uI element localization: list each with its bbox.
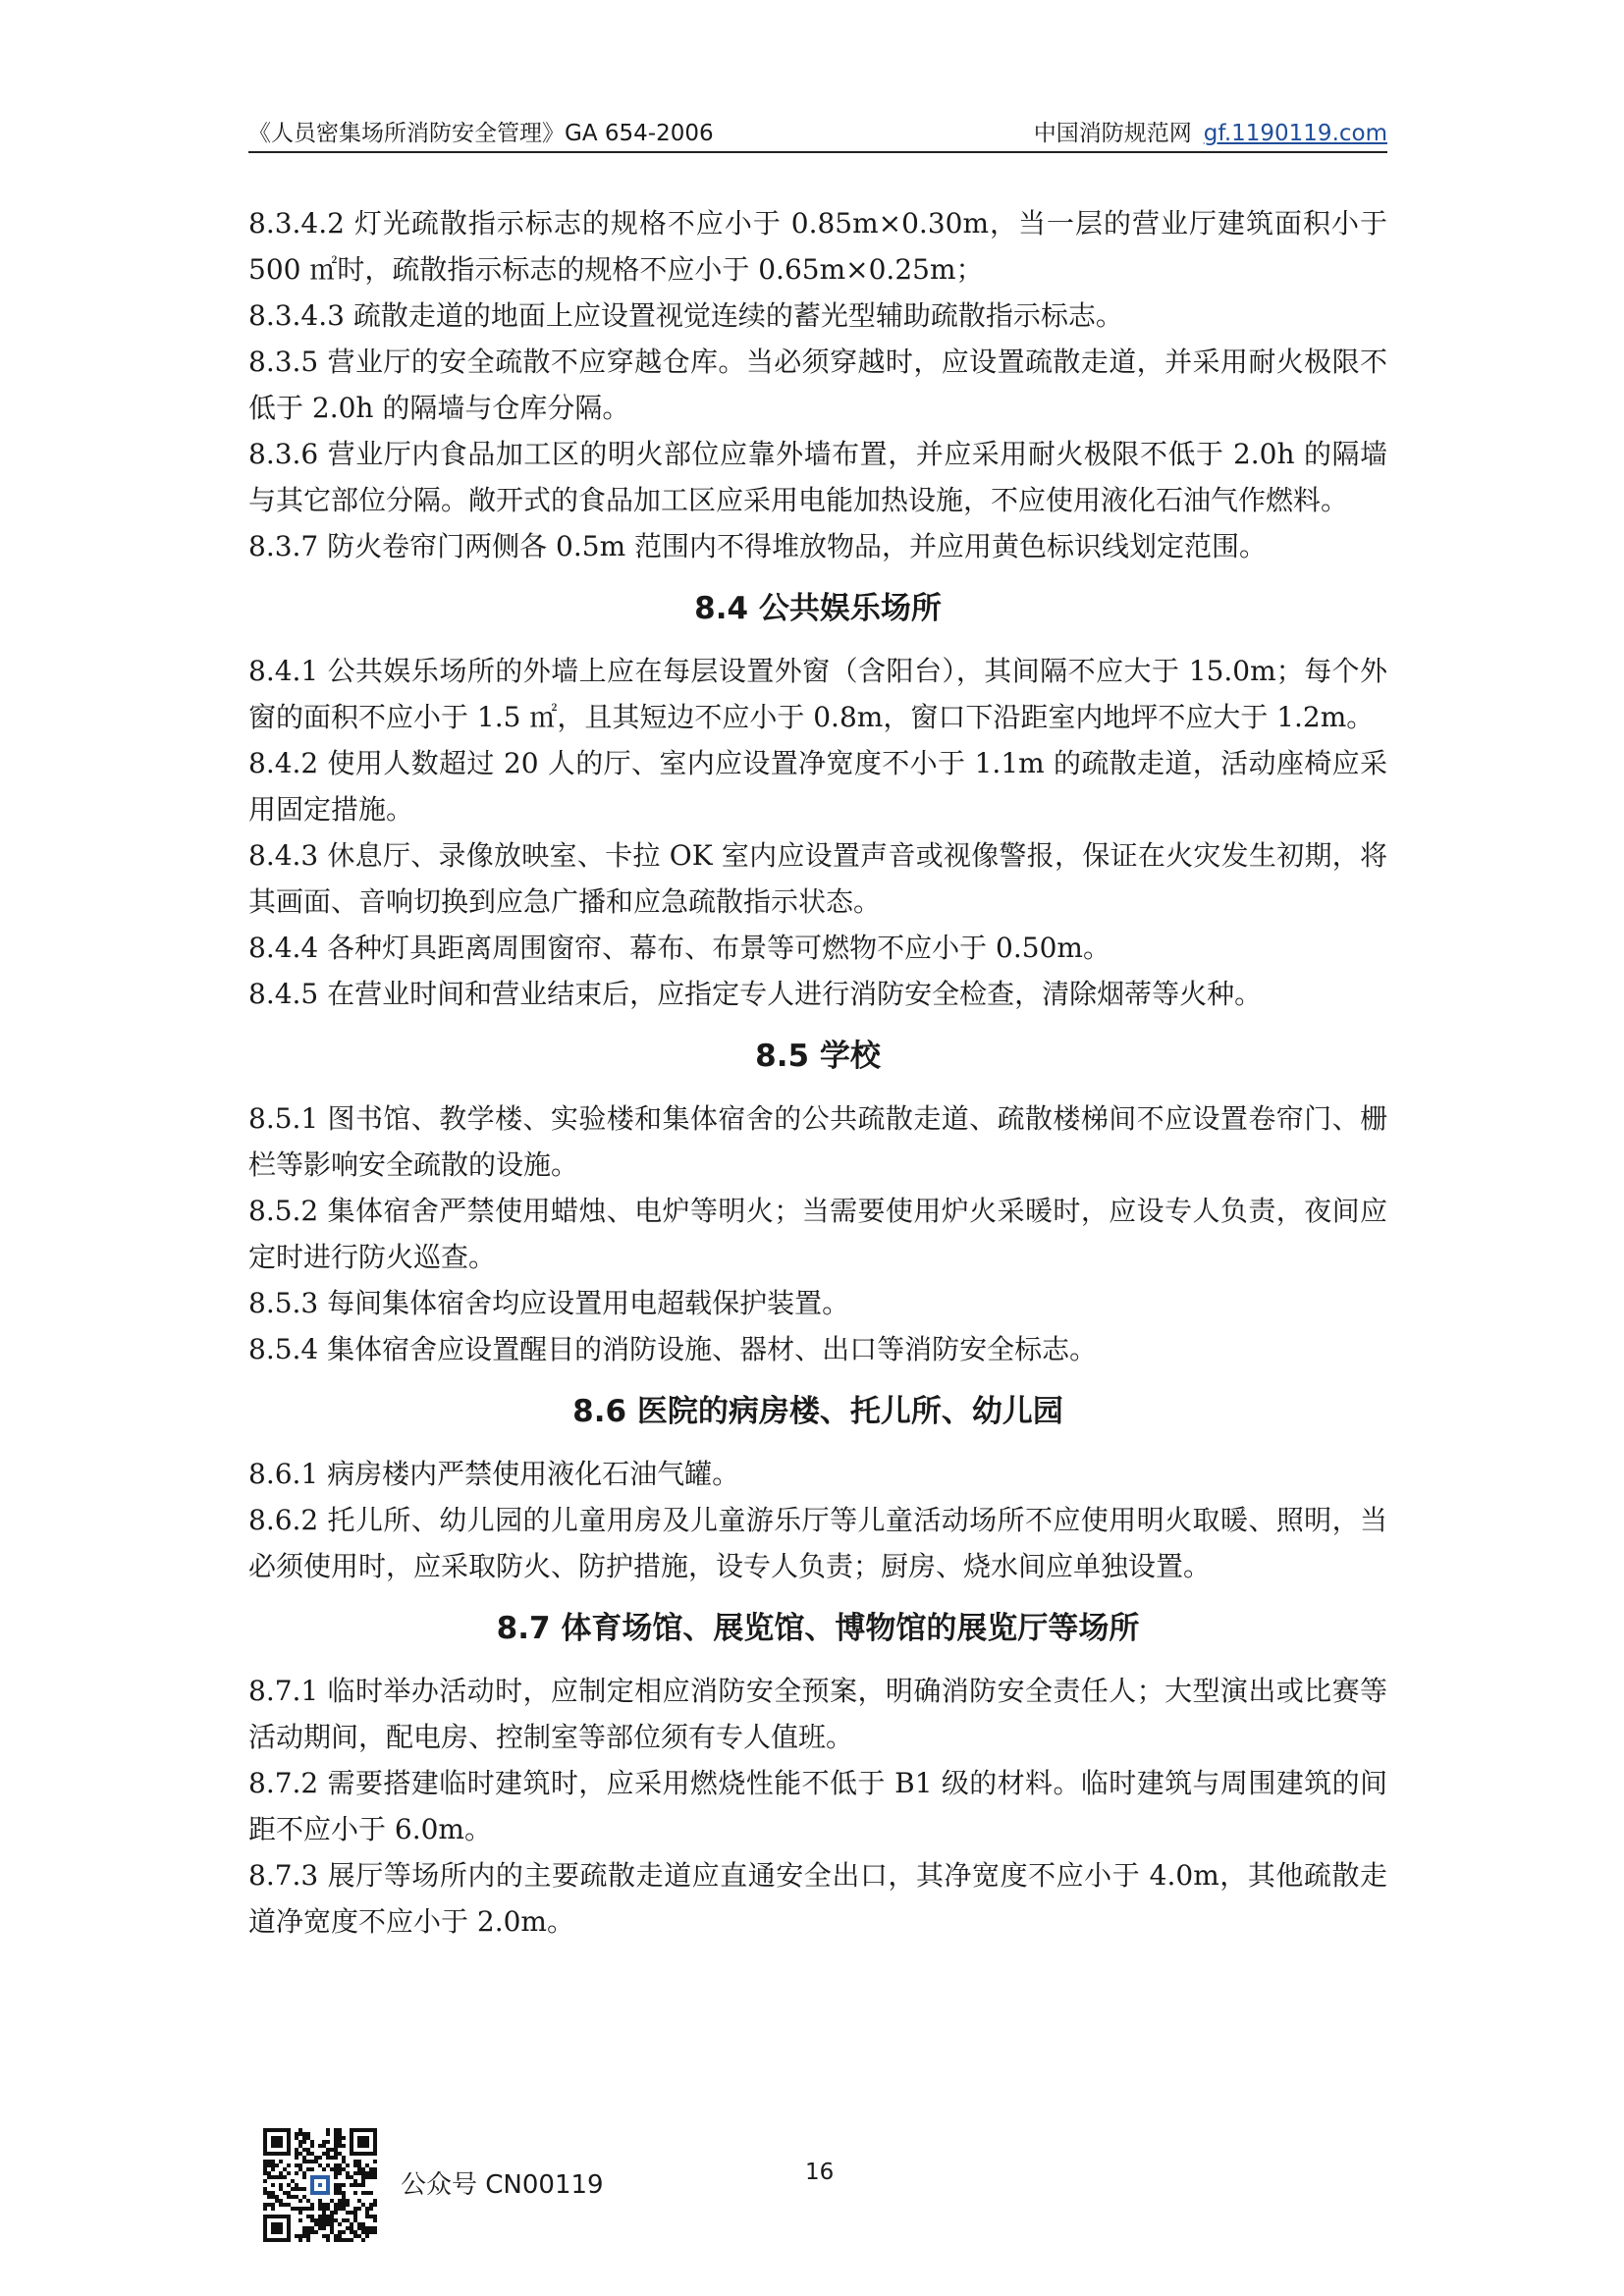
header-site <box>1034 116 1387 151</box>
clause-paragraph: 8.3.5 营业厅的安全疏散不应穿越仓库。当必须穿越时，应设置疏散走道，并采用耐火极限不低于 2.0h 的隔墙与仓库分隔。 <box>248 346 1387 424</box>
page-number: 16 <box>805 2160 835 2185</box>
clause-paragraph: 8.4.5 在营业时间和营业结束后，应指定专人进行消防安全检查，清除烟蒂等火种。 <box>248 978 1263 1010</box>
clause-paragraph: 8.5.4 集体宿舍应设置醒目的消防设施、器材、出口等消防安全标志。 <box>248 1333 1098 1365</box>
header-doc-title: 《人员密集场所消防安全管理》GA 654-2006 <box>248 121 714 146</box>
clause-paragraph: 8.4.3 休息厅、录像放映室、卡拉 OK 室内应设置声音或视像警报，保证在火灾发生初期，将其画面、音响切换到应急广播和应急疏散指示状态。 <box>248 839 1387 918</box>
clause-paragraph: 8.3.7 防火卷帘门两侧各 0.5m 范围内不得堆放物品，并应用黄色标识线划定范围。 <box>248 530 1268 562</box>
clause-paragraph: 8.5.2 集体宿舍严禁使用蜡烛、电炉等明火；当需要使用炉火采暖时，应设专人负责，夜间应定时进行防火巡查。 <box>248 1195 1387 1273</box>
clause-paragraph: 8.5.3 每间集体宿舍均应设置用电超载保护装置。 <box>248 1287 850 1319</box>
clause-paragraph: 8.3.4.2 灯光疏散指示标志的规格不应小于 0.85m×0.30m，当一层的营业厅建筑面积小于 500 ㎡时，疏散指示标志的规格不应小于 0.65m×0.25m； <box>248 207 1387 286</box>
section-heading: 8.5 学校 <box>755 1039 881 1074</box>
qr-code-image <box>263 2128 377 2242</box>
clause-paragraph: 8.3.4.3 疏散走道的地面上应设置视觉连续的蓄光型辅助疏散指示标志。 <box>248 299 1123 332</box>
clause-paragraph: 8.6.2 托儿所、幼儿园的儿童用房及儿童游乐厅等儿童活动场所不应使用明火取暖、照明，当必须使用时，应采取防火、防护措施，设专人负责；厨房、烧水间应单独设置。 <box>248 1504 1387 1582</box>
header-site-link[interactable]: gf.1190119.com <box>1203 121 1387 146</box>
clause-paragraph: 8.4.4 各种灯具距离周围窗帘、幕布、布景等可燃物不应小于 0.50m。 <box>248 932 1110 964</box>
document-body <box>248 200 1387 1945</box>
clause-paragraph: 8.7.3 展厅等场所内的主要疏散走道应直通安全出口，其净宽度不应小于 4.0m，其他疏散走道净宽度不应小于 2.0m。 <box>248 1859 1387 1938</box>
section-heading: 8.6 医院的病房楼、托儿所、幼儿园 <box>572 1394 1063 1429</box>
section-heading: 8.4 公共娱乐场所 <box>694 591 942 626</box>
clause-paragraph: 8.3.6 营业厅内食品加工区的明火部位应靠外墙布置，并应采用耐火极限不低于 2.0h 的隔墙与其它部位分隔。敞开式的食品加工区应采用电能加热设施，不应使用液化石油气作燃料。 <box>248 438 1387 516</box>
section-heading: 8.7 体育场馆、展览馆、博物馆的展览厅等场所 <box>496 1611 1140 1646</box>
clause-paragraph: 8.7.1 临时举办活动时，应制定相应消防安全预案，明确消防安全责任人；大型演出或比赛等活动期间，配电房、控制室等部位须有专人值班。 <box>248 1675 1387 1753</box>
clause-paragraph: 8.4.1 公共娱乐场所的外墙上应在每层设置外窗（含阳台），其间隔不应大于 15.0m；每个外窗的面积不应小于 1.5 ㎡，且其短边不应小于 0.8m，窗口下沿距室内地坪不应大于 1.2m。 <box>248 655 1387 733</box>
header-site-name: 中国消防规范网 <box>1033 121 1192 146</box>
wechat-account-label: 公众号 CN00119 <box>401 2170 604 2200</box>
page-header <box>248 116 1387 153</box>
clause-paragraph: 8.6.1 病房楼内严禁使用液化石油气罐。 <box>248 1458 740 1490</box>
clause-paragraph: 8.5.1 图书馆、教学楼、实验楼和集体宿舍的公共疏散走道、疏散楼梯间不应设置卷帘门、栅栏等影响安全疏散的设施。 <box>248 1102 1387 1181</box>
clause-paragraph: 8.7.2 需要搭建临时建筑时，应采用燃烧性能不低于 B1 级的材料。临时建筑与周围建筑的间距不应小于 6.0m。 <box>248 1767 1387 1845</box>
clause-paragraph: 8.4.2 使用人数超过 20 人的厅、室内应设置净宽度不小于 1.1m 的疏散走道，活动座椅应采用固定措施。 <box>248 747 1387 826</box>
